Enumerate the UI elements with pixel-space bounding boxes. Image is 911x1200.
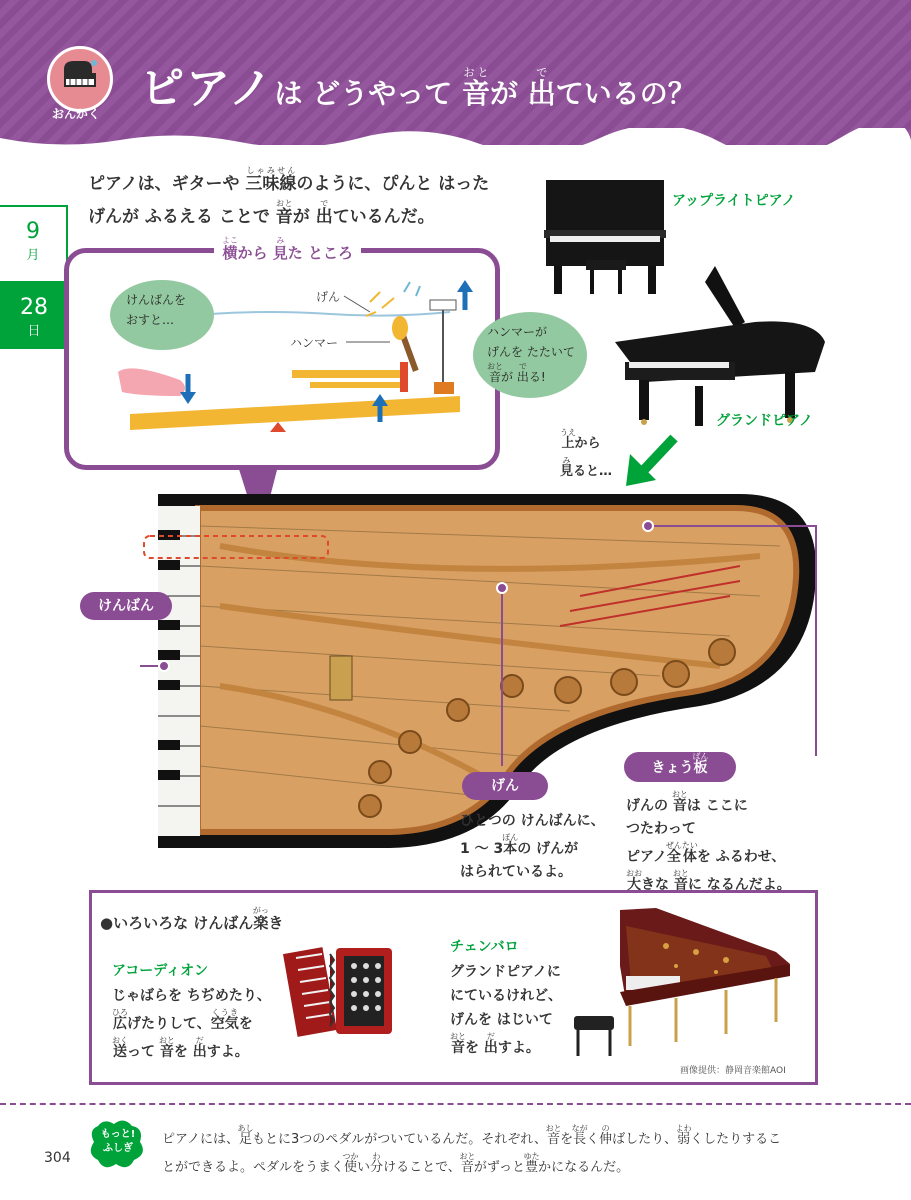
accordion-photo [270, 940, 410, 1050]
text: は ここに [686, 798, 748, 814]
title-text: ているの？ [555, 77, 696, 110]
text: ると… [573, 464, 613, 479]
ruby: おと [461, 66, 490, 79]
ruby: おと [671, 790, 688, 799]
ruby: おと [275, 199, 293, 208]
ruby: おと [672, 869, 689, 878]
text: から [574, 436, 601, 451]
page-number: 304 [44, 1150, 71, 1166]
ruby: の [599, 1124, 613, 1133]
text: 見 [272, 244, 288, 262]
ruby: くうき [210, 1008, 239, 1017]
ruby: がっ [252, 906, 269, 915]
text: の げんが [517, 841, 579, 857]
text: 見 [560, 464, 574, 479]
accordion-description [112, 984, 271, 1064]
text: ●いろいろな けんばん [100, 914, 254, 932]
text: つたわって [626, 821, 696, 837]
ruby: だ [192, 1036, 207, 1045]
title-text: は どうやって [274, 77, 462, 110]
accordion-name: アコーディオン [112, 963, 209, 979]
cembalo-name: チェンバロ [450, 939, 519, 955]
label-strings: げん [462, 772, 548, 800]
text: ピアノは、ギターや [88, 174, 246, 194]
instruments-title [100, 906, 283, 933]
text: にているけれど、 [450, 988, 562, 1004]
text: のように、ぴんと はった [296, 174, 490, 194]
soundboard-description [626, 790, 791, 897]
text: グランドピアノに [450, 964, 561, 980]
text: き [268, 914, 284, 932]
text: げんが ふるえる ことで [88, 207, 276, 227]
motto-label [94, 1128, 142, 1156]
ruby: おお [626, 869, 642, 878]
text: もとに3つのペダルがついているんだ。それぞれ、 [251, 1132, 548, 1147]
ruby: だ [483, 1032, 498, 1041]
text: 本 [502, 841, 519, 857]
text: 全体 [665, 849, 698, 865]
text: る! [528, 370, 546, 384]
text: かになるんだ。 [538, 1160, 630, 1175]
ruby: おく [112, 1036, 128, 1045]
text: ピアノには、 [162, 1132, 239, 1147]
ruby: おと [487, 362, 503, 371]
ruby: ひろ [112, 1008, 128, 1017]
text: 出 [315, 207, 333, 227]
ruby: おと [158, 1036, 175, 1045]
upright-piano-label: アップライトピアノ [672, 193, 796, 209]
text: を [465, 1040, 484, 1056]
cembalo-photo [566, 906, 798, 1062]
ruby: ぜんたい [665, 841, 698, 850]
ruby: あし [237, 1124, 254, 1133]
speech-bubble-press-key [110, 280, 214, 350]
text: きょう [651, 760, 694, 776]
text: 音 [672, 877, 689, 893]
ruby: よわ [675, 1124, 692, 1133]
text: 出 [192, 1044, 207, 1060]
text: すよ。 [206, 1044, 249, 1060]
text: とができるよ。ペダルをうまく [162, 1160, 345, 1175]
text: 長 [571, 1132, 588, 1147]
day-unit: 日 [27, 324, 41, 339]
bubble-line: けんばんを [126, 293, 187, 307]
ruby: つか [342, 1152, 359, 1161]
text: に なるんだよ。 [687, 877, 791, 893]
from-top-caption [560, 428, 612, 484]
text: ふしぎ [103, 1143, 133, 1154]
text: が [292, 207, 316, 227]
ruby: わ [370, 1152, 384, 1161]
text: 弱 [675, 1132, 692, 1147]
label-keyboard: けんばん [80, 592, 172, 620]
title-text: が [490, 77, 528, 110]
ruby: おと [450, 1032, 466, 1041]
ruby: おと [459, 1152, 476, 1161]
text: 音 [545, 1132, 562, 1147]
text: はられているよ。 [460, 864, 572, 880]
text: から [237, 244, 273, 262]
text: って [127, 1044, 160, 1060]
text: 送 [112, 1044, 128, 1060]
text: けることで、 [383, 1160, 461, 1175]
text: ばしたり、 [612, 1132, 678, 1147]
text: 出 [483, 1040, 498, 1056]
text: を ふるわせ、 [696, 849, 786, 865]
text: 音 [487, 370, 503, 384]
date-day-tab [0, 283, 68, 349]
divider [0, 1103, 911, 1105]
text: 分 [370, 1160, 384, 1175]
label-soundboard [624, 752, 736, 782]
ruby: で [516, 362, 529, 371]
text: を [238, 1016, 253, 1032]
ruby: み [272, 236, 288, 245]
ruby: で [315, 199, 333, 208]
text: た ところ [287, 244, 353, 262]
bubble-line: おすと… [126, 313, 175, 327]
text: 空気 [210, 1016, 239, 1032]
text: 出 [516, 370, 529, 384]
month-unit: 月 [26, 248, 40, 263]
piano-icon [50, 49, 110, 109]
month-number: 9 [26, 219, 40, 244]
text: 音 [450, 1040, 466, 1056]
text: がずっと [473, 1160, 526, 1175]
title-piano: ピアノ [140, 63, 275, 114]
text: い [357, 1160, 371, 1175]
text: 音 [275, 207, 293, 227]
date-month-tab [0, 205, 68, 283]
label-hammer: ハンマー [290, 336, 339, 350]
ruby: み [560, 456, 573, 465]
ruby: ぽん [502, 833, 519, 842]
ruby: で [527, 66, 556, 79]
text: く [586, 1132, 600, 1147]
speech-bubble-hammer [473, 312, 587, 398]
text: 使 [342, 1160, 359, 1175]
music-badge [47, 46, 113, 112]
text: すよ。 [497, 1040, 540, 1056]
badge-label: おんがく [52, 107, 101, 121]
text: じゃばらを ちぢめたり、 [112, 988, 271, 1004]
ruby: よこ [222, 236, 238, 245]
pedal-note [162, 1124, 882, 1180]
ruby: うえ [560, 428, 576, 437]
text: もっと! [100, 1129, 136, 1140]
text: 三味線 [245, 174, 297, 194]
ruby: ばん [692, 752, 709, 761]
image-credit: 画像提供：静岡音楽館AOI [680, 1066, 786, 1076]
text: 音 [671, 798, 688, 814]
header-wave [0, 128, 911, 152]
text: げたりして、 [127, 1016, 211, 1032]
text: きな [641, 877, 674, 893]
grand-piano-label: グランドピアノ [716, 413, 813, 429]
text: 1 ～ 3 [460, 841, 504, 857]
title-de: 出 [527, 77, 556, 110]
text: げんを はじいて [450, 1012, 553, 1028]
ruby: おと [545, 1124, 562, 1133]
text: 伸 [599, 1132, 613, 1147]
text: が [501, 370, 517, 384]
bubble-line: ハンマーが [487, 325, 548, 339]
text: 足 [237, 1132, 254, 1147]
cembalo-description [450, 960, 562, 1060]
day-number: 28 [20, 295, 48, 320]
bubble-line: げんを たたいて [487, 345, 575, 359]
text: 音 [158, 1044, 175, 1060]
text: げんの [626, 798, 673, 814]
ruby: ゆた [523, 1152, 540, 1161]
text: 上 [560, 436, 576, 451]
text: を [560, 1132, 574, 1147]
strings-description [460, 810, 605, 884]
text: 横 [222, 244, 238, 262]
text: 大 [626, 877, 642, 893]
text: 楽 [252, 914, 269, 932]
title-oto: 音 [461, 77, 490, 110]
text: 広 [112, 1016, 128, 1032]
label-string: げん [316, 290, 341, 304]
intro-text [88, 166, 528, 232]
text: くしたりするこ [690, 1132, 782, 1147]
ruby: なが [571, 1124, 588, 1133]
text: ピアノ [626, 849, 667, 865]
text: ているんだ。 [332, 207, 435, 227]
text: を [173, 1044, 193, 1060]
text: ひとつの けんばんに、 [460, 813, 605, 829]
text: 豊 [523, 1160, 540, 1175]
side-view-title [214, 236, 361, 263]
page-title [140, 52, 696, 116]
ruby: しゃみせん [245, 166, 297, 175]
text: 音 [459, 1160, 476, 1175]
down-left-arrow-icon [622, 432, 682, 492]
text: 板 [692, 760, 709, 776]
